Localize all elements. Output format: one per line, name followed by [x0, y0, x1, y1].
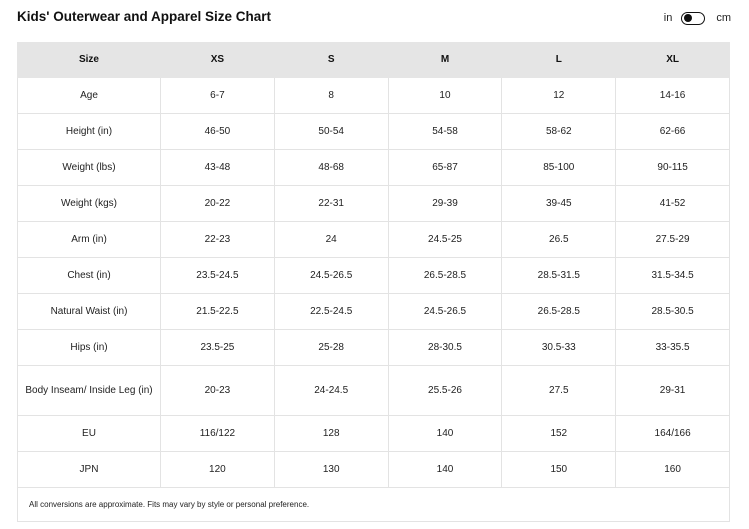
table-cell: 54-58	[388, 114, 502, 150]
table-cell: 22-23	[161, 222, 275, 258]
row-label: Height (in)	[18, 114, 161, 150]
table-cell: 130	[274, 452, 388, 488]
unit-label-cm: cm	[716, 12, 731, 24]
table-row	[18, 366, 730, 416]
table-row	[18, 186, 730, 222]
unit-label-in: in	[663, 12, 673, 24]
switch-knob	[684, 14, 692, 22]
table-row	[18, 222, 730, 258]
table-header-row	[18, 43, 730, 78]
row-label: Arm (in)	[18, 222, 161, 258]
row-label: Natural Waist (in)	[18, 294, 161, 330]
table-cell: 10	[388, 78, 502, 114]
table-cell: 26.5	[502, 222, 616, 258]
table-row	[18, 294, 730, 330]
table-cell: 164/166	[616, 416, 730, 452]
table-row	[18, 258, 730, 294]
table-cell: 128	[274, 416, 388, 452]
table-cell: 21.5-22.5	[161, 294, 275, 330]
table-cell: 20-22	[161, 186, 275, 222]
table-cell: 14-16	[616, 78, 730, 114]
table-cell: 24	[274, 222, 388, 258]
row-label: Hips (in)	[18, 330, 161, 366]
table-cell: 8	[274, 78, 388, 114]
table-cell: 25.5-26	[388, 366, 502, 416]
row-label: Body Inseam/ Inside Leg (in)	[18, 366, 161, 416]
note-row	[18, 488, 730, 522]
table-cell: 6-7	[161, 78, 275, 114]
conversion-note: All conversions are approximate. Fits may vary by style or personal preference.	[18, 488, 730, 522]
table-cell: 27.5	[502, 366, 616, 416]
table-cell: 20-23	[161, 366, 275, 416]
column-header: M	[388, 43, 502, 78]
table-cell: 25-28	[274, 330, 388, 366]
page-title: Kids' Outerwear and Apparel Size Chart	[17, 9, 272, 24]
table-cell: 30.5-33	[502, 330, 616, 366]
table-cell: 62-66	[616, 114, 730, 150]
column-header: XL	[616, 43, 730, 78]
row-label: EU	[18, 416, 161, 452]
table-cell: 24-24.5	[274, 366, 388, 416]
table-row	[18, 330, 730, 366]
unit-toggle[interactable]	[664, 11, 731, 25]
table-row	[18, 150, 730, 186]
table-cell: 140	[388, 416, 502, 452]
column-header: L	[502, 43, 616, 78]
table-cell: 24.5-25	[388, 222, 502, 258]
column-header: XS	[161, 43, 275, 78]
table-cell: 65-87	[388, 150, 502, 186]
row-label: Chest (in)	[18, 258, 161, 294]
table-cell: 22.5-24.5	[274, 294, 388, 330]
table-cell: 28.5-30.5	[616, 294, 730, 330]
table-cell: 24.5-26.5	[388, 294, 502, 330]
table-cell: 23.5-24.5	[161, 258, 275, 294]
table-cell: 12	[502, 78, 616, 114]
table-cell: 29-39	[388, 186, 502, 222]
table-cell: 116/122	[161, 416, 275, 452]
table-cell: 26.5-28.5	[388, 258, 502, 294]
table-cell: 160	[616, 452, 730, 488]
table-cell: 43-48	[161, 150, 275, 186]
table-cell: 140	[388, 452, 502, 488]
table-cell: 31.5-34.5	[616, 258, 730, 294]
table-cell: 39-45	[502, 186, 616, 222]
table-row	[18, 416, 730, 452]
table-cell: 48-68	[274, 150, 388, 186]
table-cell: 152	[502, 416, 616, 452]
table-cell: 24.5-26.5	[274, 258, 388, 294]
table-cell: 23.5-25	[161, 330, 275, 366]
table-cell: 33-35.5	[616, 330, 730, 366]
table-row	[18, 452, 730, 488]
table-cell: 22-31	[274, 186, 388, 222]
table-body	[18, 78, 730, 522]
table-cell: 27.5-29	[616, 222, 730, 258]
table-cell: 150	[502, 452, 616, 488]
table-cell: 28.5-31.5	[502, 258, 616, 294]
table-cell: 90-115	[616, 150, 730, 186]
table-cell: 46-50	[161, 114, 275, 150]
row-label: Weight (kgs)	[18, 186, 161, 222]
table-row	[18, 78, 730, 114]
row-label: Weight (lbs)	[18, 150, 161, 186]
unit-switch[interactable]	[681, 12, 705, 25]
table-cell: 58-62	[502, 114, 616, 150]
table-cell: 29-31	[616, 366, 730, 416]
size-chart-table	[17, 42, 730, 522]
table-cell: 120	[161, 452, 275, 488]
column-header: S	[274, 43, 388, 78]
table-cell: 26.5-28.5	[502, 294, 616, 330]
row-label: Age	[18, 78, 161, 114]
table-cell: 85-100	[502, 150, 616, 186]
table-cell: 50-54	[274, 114, 388, 150]
table-cell: 41-52	[616, 186, 730, 222]
column-header: Size	[18, 43, 161, 78]
row-label: JPN	[18, 452, 161, 488]
table-cell: 28-30.5	[388, 330, 502, 366]
table-row	[18, 114, 730, 150]
